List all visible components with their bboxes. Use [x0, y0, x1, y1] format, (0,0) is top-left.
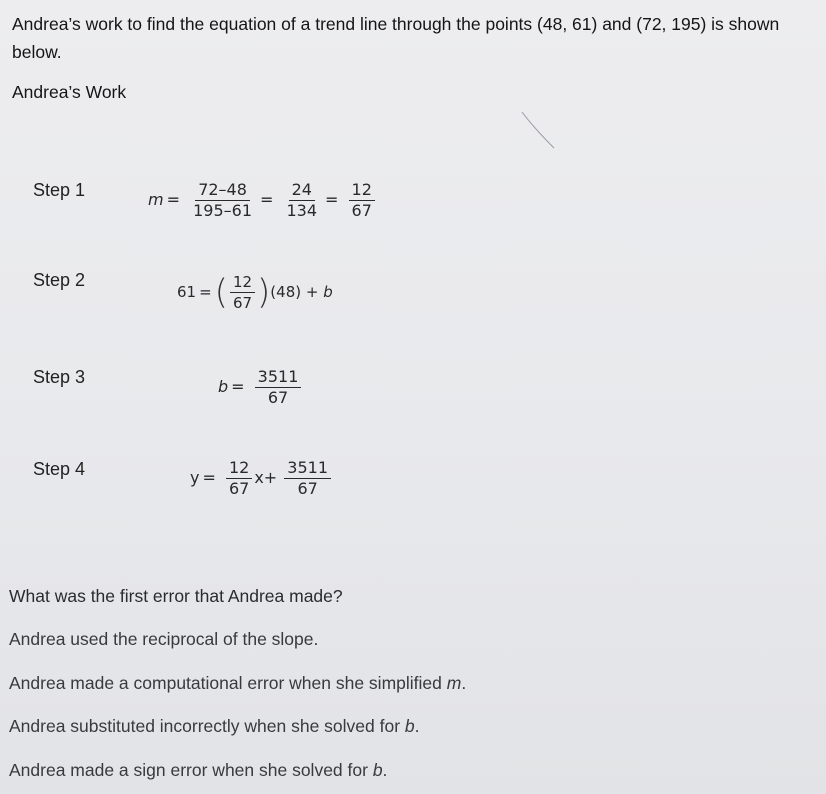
step-3-fraction	[255, 368, 302, 407]
step-1-frac1-numerator: 72–48	[195, 181, 250, 201]
step-3-var: b	[218, 377, 229, 396]
step-1-fraction-3	[349, 181, 375, 220]
option-3-text: Andrea substituted incorrectly when she solved for	[9, 716, 405, 736]
step-3-equals: =	[231, 377, 245, 396]
step-1-fraction-2	[284, 181, 321, 220]
right-paren: )	[257, 272, 271, 313]
option-1-text: Andrea used the reciprocal of the slope.	[9, 629, 319, 649]
step-1-equals: =	[166, 190, 180, 209]
step-2-label: Step 2	[33, 270, 86, 290]
step-1-equals-2: =	[260, 190, 274, 209]
step-2-var: b	[323, 283, 333, 301]
step-4-fraction-2	[284, 459, 331, 498]
step-2-lhs: 61	[177, 283, 197, 301]
step-3-frac-denominator: 67	[267, 388, 289, 407]
option-3-var: b	[404, 716, 415, 736]
step-4-fraction-1	[226, 459, 252, 498]
step-1-equals-3: =	[325, 190, 339, 209]
step-3-label: Step 3	[33, 367, 86, 387]
answer-option-3[interactable]	[9, 716, 420, 737]
step-4-label: Step 4	[33, 459, 86, 479]
step-2-fraction	[230, 273, 255, 312]
answer-option-1[interactable]	[9, 629, 318, 650]
step-4-mid: x+	[254, 468, 278, 487]
step-4-frac2-denominator: 67	[297, 479, 318, 498]
option-4-var: b	[372, 760, 383, 780]
step-1-frac1-denominator: 195–61	[193, 201, 252, 220]
step-1-frac2-denominator: 134	[286, 201, 318, 220]
step-1-equation	[148, 181, 377, 220]
step-4-var: y	[190, 468, 200, 487]
step-3-equation	[218, 368, 303, 407]
answer-option-2[interactable]	[9, 673, 466, 694]
step-1-var: m	[148, 190, 164, 209]
option-4-text: Andrea made a sign error when she solved for	[9, 760, 373, 780]
step-2-equals: =	[199, 283, 212, 301]
option-4-end: .	[382, 760, 388, 780]
step-4-equation	[190, 459, 333, 498]
step-4-frac2-numerator: 3511	[284, 459, 331, 479]
work-title: Andrea’s Work	[12, 82, 127, 102]
step-2-rest: (48) +	[270, 283, 324, 301]
step-4-frac1-denominator: 67	[228, 479, 250, 498]
option-3-end: .	[414, 716, 420, 736]
step-1-fraction-1	[190, 181, 255, 220]
step-2-frac-denominator: 67	[232, 294, 253, 312]
step-4-equals: =	[202, 468, 216, 487]
problem-prompt: Andrea’s work to find the equation of a trend line through the points (48, 61) and (72, 195) is shown below.	[12, 14, 780, 62]
option-2-text: Andrea made a computational error when she simplified	[9, 673, 447, 693]
step-1-frac3-numerator: 12	[349, 181, 375, 201]
left-paren: (	[214, 272, 228, 313]
option-2-var: m	[446, 673, 462, 693]
step-2-equation	[177, 273, 333, 312]
step-4-frac1-numerator: 12	[226, 459, 252, 479]
screen-glare-mark	[520, 110, 556, 150]
answer-option-4[interactable]	[9, 760, 387, 781]
step-1-label: Step 1	[33, 180, 86, 200]
step-2-frac-numerator: 12	[230, 273, 255, 293]
question-text: What was the first error that Andrea made?	[9, 586, 343, 606]
step-3-frac-numerator: 3511	[255, 368, 302, 388]
step-1-frac3-denominator: 67	[351, 201, 372, 220]
option-2-end: .	[461, 673, 467, 693]
step-1-frac2-numerator: 24	[289, 181, 315, 201]
